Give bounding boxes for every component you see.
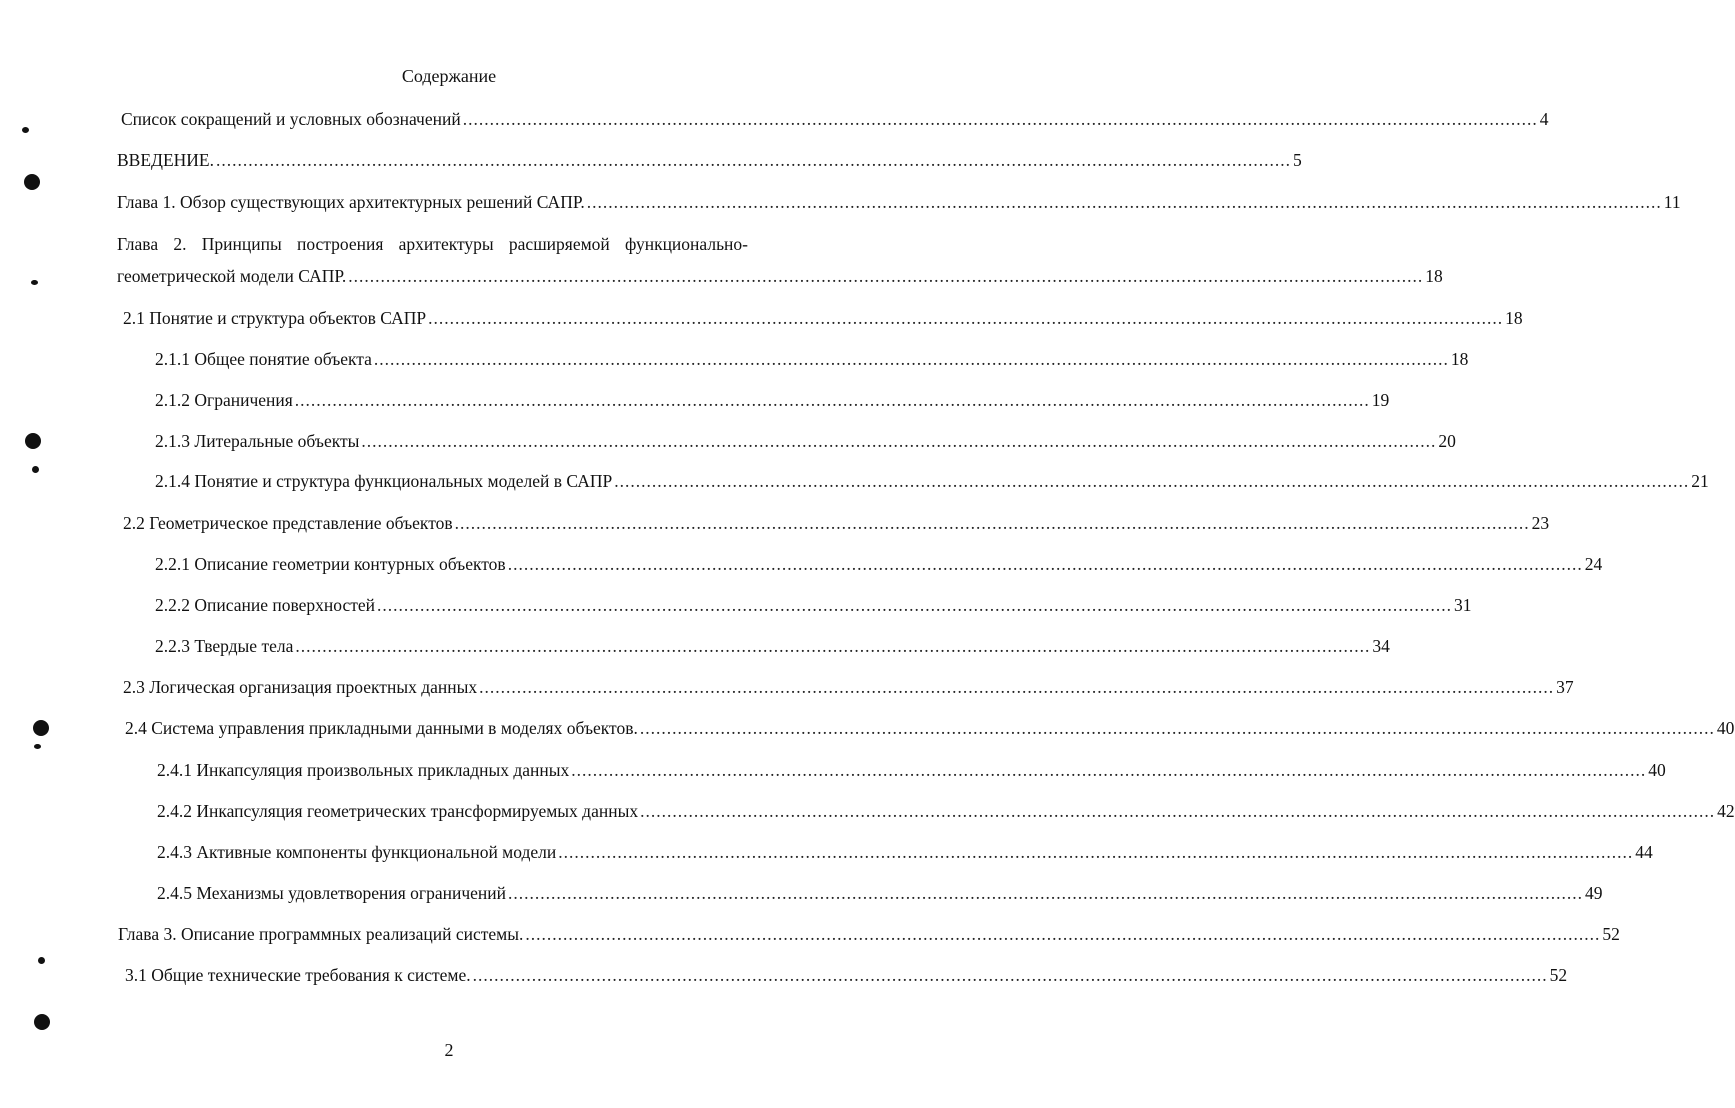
toc-leader: ........................................................................................................................................................................................................ (348, 266, 1424, 286)
toc-leader: ........................................................................................................................................................................................................ (428, 308, 1504, 328)
toc-leader: ........................................................................................................................................................................................................ (295, 636, 1371, 656)
toc-entry (125, 717, 1735, 739)
toc-leader: ........................................................................................................................................................................................................ (294, 390, 1370, 410)
toc-entry (155, 389, 1390, 411)
toc-entry-page: 40 (1648, 760, 1666, 780)
toc-leader: ........................................................................................................................................................................................................ (525, 924, 1601, 944)
page-number: 2 (444, 1040, 454, 1060)
toc-entry-page: 18 (1505, 308, 1523, 328)
speck-mark (32, 466, 39, 473)
toc-entry-page: 44 (1635, 842, 1653, 862)
toc-entry-label: 2.1.3 Литеральные объекты (155, 431, 360, 451)
toc-leader: ........................................................................................................................................................................................................ (361, 431, 1437, 451)
toc-entry (121, 108, 1549, 130)
toc-entry-label: 2.2.2 Описание поверхностей (155, 595, 376, 615)
toc-entry-label: 2.4.1 Инкапсуляция произвольных прикладных данных (157, 760, 570, 780)
toc-entry (123, 307, 1523, 329)
toc-entry-page: 34 (1372, 636, 1390, 656)
toc-entry-page: 49 (1585, 883, 1603, 903)
toc-entry (117, 265, 1443, 287)
punch-hole-mark (24, 174, 40, 190)
toc-leader: ........................................................................................................................................................................................................ (377, 595, 1453, 615)
toc-entry-label: 2.2.1 Описание геометрии контурных объектов (155, 554, 506, 574)
toc-entry-label: ВВЕДЕНИЕ. (117, 150, 215, 170)
toc-entry (157, 841, 1653, 863)
toc-entry-label: Список сокращений и условных обозначений (121, 109, 461, 129)
toc-entry (123, 512, 1550, 534)
toc-entry-label: 2.1 Понятие и структура объектов САПР (123, 308, 427, 328)
toc-leader: ........................................................................................................................................................................................................ (571, 760, 1647, 780)
toc-entry (118, 923, 1620, 945)
toc-leader: ........................................................................................................................................................................................................ (479, 677, 1555, 697)
toc-entry-label: 2.2 Геометрическое представление объектов (123, 513, 453, 533)
toc-entry-page: 37 (1556, 677, 1574, 697)
toc-leader: ........................................................................................................................................................................................................ (507, 554, 1583, 574)
toc-entry-label: 2.1.4 Понятие и структура функциональных моделей в САПР (155, 471, 613, 491)
toc-entry (125, 964, 1568, 986)
toc-entry (157, 759, 1666, 781)
toc-entry-label-line1: Глава 2. Принципы построения архитектуры расширяемой функционально- (117, 234, 748, 254)
toc-entry-label-line2: геометрической модели САПР. (117, 266, 347, 286)
toc-entry (155, 635, 1390, 657)
punch-hole-mark (34, 1014, 50, 1030)
toc-entry-page: 52 (1549, 965, 1568, 985)
toc-entry-page: 11 (1663, 192, 1681, 212)
toc-entry-page: 5 (1293, 150, 1302, 170)
toc-leader: ........................................................................................................................................................................................................ (472, 965, 1548, 985)
toc-entry-page: 23 (1531, 513, 1550, 533)
toc-leader: ........................................................................................................................................................................................................ (586, 192, 1662, 212)
toc-entry-page: 18 (1425, 266, 1443, 286)
speck-mark (22, 127, 29, 133)
toc-entry (157, 800, 1735, 822)
toc-entry (157, 882, 1603, 904)
toc-entry-label: 2.1.1 Общее понятие объекта (155, 349, 372, 369)
speck-mark (38, 957, 45, 964)
toc-entry-page: 4 (1539, 109, 1549, 129)
toc-leader: ........................................................................................................................................................................................................ (216, 150, 1292, 170)
punch-hole-mark (25, 433, 41, 449)
toc-entry (155, 553, 1603, 575)
toc-entry-label: 2.4 Система управления прикладными данными в моделях объектов. (125, 718, 638, 738)
toc-entry-label: 2.1.2 Ограничения (155, 390, 293, 410)
toc-entry-label: Глава 3. Описание программных реализаций системы. (118, 924, 524, 944)
toc-entry-label: 2.4.5 Механизмы удовлетворения ограничений (157, 883, 507, 903)
toc-entry-label: 2.4.3 Активные компоненты функциональной модели (157, 842, 557, 862)
page-title: Содержание (401, 66, 497, 86)
toc-entry-page: 20 (1438, 431, 1456, 451)
toc-entry-label: 2.3 Логическая организация проектных данных (123, 677, 478, 697)
toc-entry (117, 149, 1302, 171)
toc-entry-page: 19 (1371, 390, 1390, 410)
toc-entry (155, 430, 1456, 452)
toc-leader: ........................................................................................................................................................................................................ (373, 349, 1449, 369)
toc-entry (155, 594, 1472, 616)
toc-entry-page: 31 (1454, 595, 1472, 615)
speck-mark (34, 744, 41, 749)
toc-entry-page: 42 (1717, 801, 1735, 821)
toc-entry (155, 470, 1709, 492)
toc-entry-page: 40 (1716, 718, 1735, 738)
toc-entry-label: 2.4.2 Инкапсуляция геометрических трансформируемых данных (157, 801, 639, 821)
toc-leader: ........................................................................................................................................................................................................ (558, 842, 1634, 862)
toc-entry (123, 676, 1574, 698)
toc-entry (155, 348, 1469, 370)
toc-entry-page: 21 (1691, 471, 1709, 491)
toc-leader: ........................................................................................................................................................................................................ (454, 513, 1530, 533)
toc-entry-label: 3.1 Общие технические требования к системе. (125, 965, 471, 985)
toc-leader: ........................................................................................................................................................................................................ (640, 801, 1716, 821)
speck-mark (31, 280, 38, 285)
toc-entry-page: 24 (1584, 554, 1603, 574)
toc-leader: ........................................................................................................................................................................................................ (614, 471, 1690, 491)
toc-leader: ........................................................................................................................................................................................................ (462, 109, 1538, 129)
toc-entry (117, 191, 1681, 213)
toc-leader: ........................................................................................................................................................................................................ (508, 883, 1584, 903)
punch-hole-mark (33, 720, 49, 736)
toc-entry-page: 52 (1602, 924, 1620, 944)
toc-entry-label: Глава 1. Обзор существующих архитектурных решений САПР. (117, 192, 585, 212)
toc-entry-label: 2.2.3 Твердые тела (155, 636, 294, 656)
toc-leader: ........................................................................................................................................................................................................ (639, 718, 1715, 738)
toc-entry-page: 18 (1450, 349, 1469, 369)
